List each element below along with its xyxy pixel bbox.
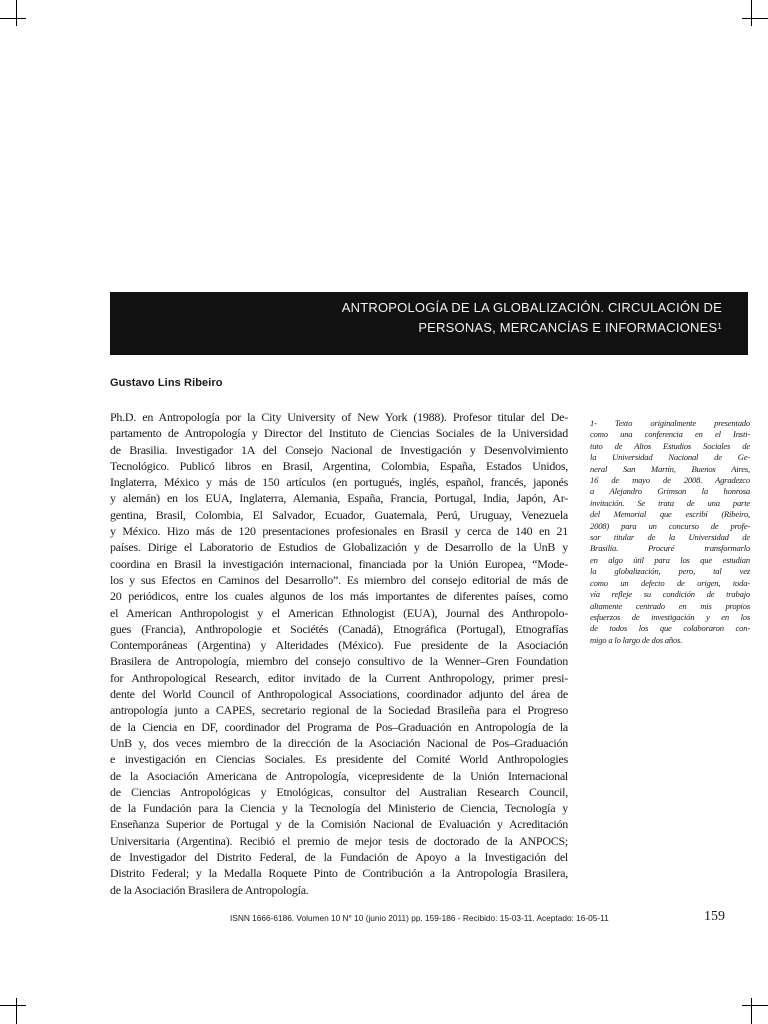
footnote-line: Brasilia. Procuré transformarlo <box>590 543 750 554</box>
page-number: 159 <box>704 909 725 924</box>
body-line: el American Anthropologist y el American Ethnologist (EUA), Journal des Anthropolo- <box>110 605 568 620</box>
footnote-line: 16 de mayo de 2008. Agradezco <box>590 475 750 486</box>
body-line: de la Ciencia en DF, coordinador del Programa de Pos–Graduación en Antropología de la <box>110 719 568 734</box>
body-line: de Investigador del Distrito Federal, de la Fundación de Apoyo a la Investigación del <box>110 850 568 865</box>
body-line: de Brasilia. Investigador 1A del Consejo Nacional de Investigación y Desenvolvimiento <box>110 442 568 457</box>
body-line: 20 periódicos, entre los cuales algunos de los más importantes de diferentes países, como <box>110 589 568 604</box>
body-line: Tecnológico. Publicó libros en Brasil, Argentina, Colombia, España, Estados Unidos, <box>110 458 568 473</box>
footnote-line: sor titular de la Universidad de <box>590 532 750 543</box>
body-line: de la Asociación Americana de Antropología, vicepresidente de la Unión Internacional <box>110 768 568 783</box>
crop-mark <box>751 0 752 26</box>
body-line: de Ciencias Antropológicas y Etnológicas, consultor del Australian Research Council, <box>110 784 568 799</box>
body-line: Universitaria (Argentina). Recibió el premio de mejor tesis de doctorado de la ANPOCS; <box>110 833 568 848</box>
footnote-line: migo a lo largo de dos años. <box>590 634 683 645</box>
footnote-line: como un defecto de origen, toda- <box>590 577 750 588</box>
footnote-line: vía refleje su condición de trabajo <box>590 589 750 600</box>
body-line: y México. Hizo más de 120 presentaciones profesionales en Brasil y cerca de 140 en 21 <box>110 524 568 539</box>
footnote-line: invitación. Se trata de una parte <box>590 497 750 508</box>
footnote-line: del Memorial que escribí (Ribeiro, <box>590 509 750 520</box>
body-line: Distrito Federal; y la Medalla Roquete Pinto de Contribución a la Antropología Brasilera, <box>110 866 568 881</box>
footnote-line: a Alejandro Grimson la honrosa <box>590 486 750 497</box>
footnote-line: altamente centrado en mis propios <box>590 600 750 611</box>
issn-footer: ISNN 1666-6186. Volumen 10 N° 10 (junio 2011) pp. 159-186 - Recibido: 15-03-11. Aceptado: 16-05-11 <box>230 913 609 923</box>
body-line: dente del World Council of Anthropological Associations, coordinador adjunto del área de <box>110 687 568 702</box>
body-line: de la Asociación Brasilera de Antropología. <box>110 882 309 897</box>
body-line: partamento de Antropología y Director del Instituto de Ciencias Sociales de la Universidad <box>110 426 568 441</box>
title-line-1: ANTROPOLOGÍA DE LA GLOBALIZACIÓN. CIRCULACIÓN DE <box>341 300 722 315</box>
author-bio <box>110 409 568 898</box>
footnote-line: esfuerzos de investigación y en los <box>590 611 750 622</box>
body-line: gentina, Brasil, Colombia, El Salvador, Ecuador, Guatemala, Perú, Uruguay, Venezuela <box>110 507 568 522</box>
body-line: de la Fundación para la Ciencia y la Tecnología del Ministerio de Ciencia, Tecnología y <box>110 801 568 816</box>
crop-mark <box>0 18 26 19</box>
footnote-line: como una conferencia en el Insti- <box>590 429 750 440</box>
footnote-line: la Universidad Nacional de Ge- <box>590 452 750 463</box>
crop-mark <box>0 1005 26 1006</box>
footnote-line: neral San Martín, Buenos Aires, <box>590 463 750 474</box>
article-title <box>110 292 748 355</box>
footnote-line: en algo útil para los que estudian <box>590 554 750 565</box>
footnote-line: tuto de Altos Estudios Sociales de <box>590 440 750 451</box>
body-line: Inglaterra, México y más de 150 artículos (en portugués, inglés, español, francés, japonés <box>110 475 568 490</box>
body-line: Ph.D. en Antropología por la City University of New York (1988). Profesor titular del De- <box>110 410 568 424</box>
crop-mark <box>16 0 17 26</box>
body-line: Enseñanza Superior de Portugal y de la Comisión Nacional de Evaluación y Acreditación <box>110 817 568 832</box>
footnote-line: de todos los que colaboraron con- <box>590 623 750 634</box>
footnote-line: 1- Texto originalmente presentado <box>590 418 750 428</box>
body-line: antropología junto a CAPES, secretario regional de la Sociedad Brasileña para el Progreso <box>110 703 568 718</box>
body-line: coordina en Brasil la investigación internacional, financiada por la Unión Europea, “Mode- <box>110 556 568 571</box>
body-line: UnB y, dos veces miembro de la dirección de la Asociación Nacional de Pos–Graduación <box>110 735 568 750</box>
crop-mark <box>751 998 752 1024</box>
footnote <box>590 418 750 646</box>
footnote-marker: 1 <box>717 322 722 331</box>
title-line-2: PERSONAS, MERCANCÍAS E INFORMACIONES$^1$ <box>418 320 722 335</box>
body-line: e investigación en Ciencias Sociales. Es presidente del Comité World Anthropologies <box>110 752 568 767</box>
body-line: for Anthropological Research, editor invitado de la Current Anthropology, primer presi- <box>110 670 568 685</box>
body-line: Contemporáneas (Argentina) y Alteridades (México). Fue presidente de la Asociación <box>110 638 568 653</box>
crop-mark <box>742 1005 768 1006</box>
crop-mark <box>742 18 768 19</box>
crop-mark <box>16 998 17 1024</box>
footnote-line: 2008) para un concurso de profe- <box>590 520 750 531</box>
body-line: gues (Francia), Anthropologie et Sociétés (Canadá), Etnográfica (Portugal), Etnografías <box>110 621 568 636</box>
body-line: países. Dirige el Laboratorio de Estudios de Globalización y de Desarrollo de la UnB y <box>110 540 568 555</box>
body-line: y alemán) en los EUA, Inglaterra, Alemania, España, Francia, Portugal, India, Japón, Ar- <box>110 491 568 506</box>
body-line: Brasilera de Antropología, miembro del consejo consultivo de la Wenner–Gren Foundation <box>110 654 568 669</box>
footnote-line: la globalización, pero, tal vez <box>590 566 750 577</box>
author-name: Gustavo Lins Ribeiro <box>110 377 223 389</box>
body-line: los y sus Efectos en Caminos del Desarrollo”. Es miembro del consejo editorial de más de <box>110 572 568 587</box>
